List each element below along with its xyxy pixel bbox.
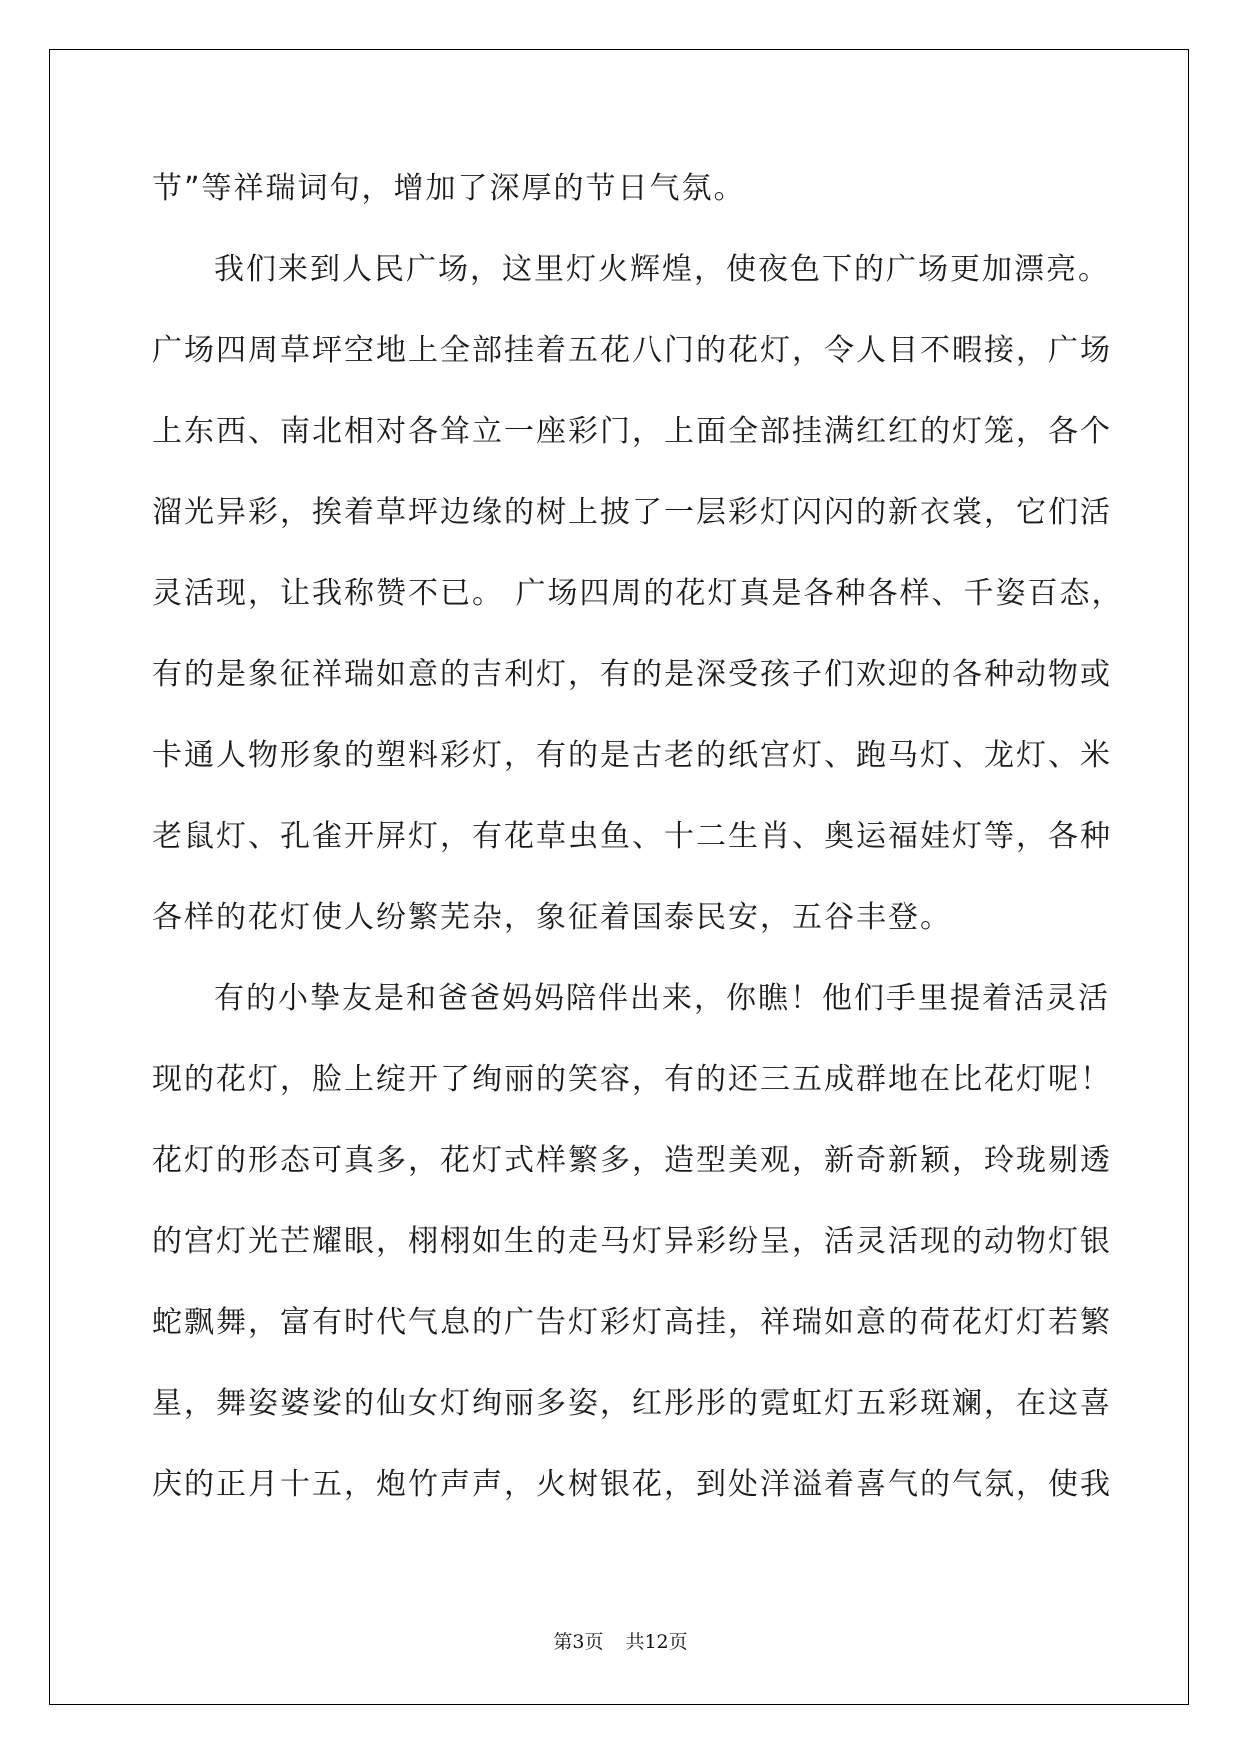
text-line: 的宫灯光芒耀眼，栩栩如生的走马灯异彩纷呈，活灵活现的动物灯银 <box>152 1224 1112 1259</box>
text-line: 广场四周草坪空地上全部挂着五花八门的花灯，令人目不暇接，广场 <box>152 333 1112 368</box>
text-line: 老鼠灯、孔雀开屏灯，有花草虫鱼、十二生肖、奥运福娃灯等，各种 <box>152 819 1112 854</box>
page-footer <box>0 1627 1241 1654</box>
page-total: 共12页 <box>625 1631 688 1653</box>
text-line: 有的是象征祥瑞如意的吉利灯，有的是深受孩子们欢迎的各种动物或 <box>152 657 1112 692</box>
text-line: 庆的正月十五，炮竹声声，火树银花，到处洋溢着喜气的气氛，使我 <box>152 1467 1112 1502</box>
text-line: 溜光异彩，挨着草坪边缘的树上披了一层彩灯闪闪的新衣裳，它们活 <box>152 495 1112 530</box>
text-line: 上东西、南北相对各耸立一座彩门，上面全部挂满红红的灯笼，各个 <box>152 414 1112 449</box>
paragraph-start-line: 我们来到人民广场，这里灯火辉煌，使夜色下的广场更加漂亮。 <box>214 252 1110 287</box>
text-line: 节”等祥瑞词句，增加了深厚的节日气氛。 <box>152 171 746 206</box>
text-line: 灵活现，让我称赞不已。 广场四周的花灯真是各种各样、千姿百态， <box>152 576 1124 611</box>
paragraph-start-line: 有的小挚友是和爸爸妈妈陪伴出来，你瞧！他们手里提着活灵活 <box>214 981 1110 1016</box>
text-line: 花灯的形态可真多，花灯式样繁多，造型美观，新奇新颖，玲珑剔透 <box>152 1143 1112 1178</box>
text-line: 现的花灯，脸上绽开了绚丽的笑容，有的还三五成群地在比花灯呢！ <box>152 1062 1112 1097</box>
page-number: 第3页 <box>553 1631 604 1653</box>
text-line: 各样的花灯使人纷繁芜杂，象征着国泰民安，五谷丰登。 <box>152 900 952 935</box>
document-body <box>152 161 1124 1538</box>
text-line: 卡通人物形象的塑料彩灯，有的是古老的纸宫灯、跑马灯、龙灯、米 <box>152 738 1112 773</box>
text-line: 星，舞姿婆娑的仙女灯绚丽多姿，红彤彤的霓虹灯五彩斑斓，在这喜 <box>152 1386 1112 1421</box>
text-line: 蛇飘舞，富有时代气息的广告灯彩灯高挂，祥瑞如意的荷花灯灯若繁 <box>152 1305 1112 1340</box>
